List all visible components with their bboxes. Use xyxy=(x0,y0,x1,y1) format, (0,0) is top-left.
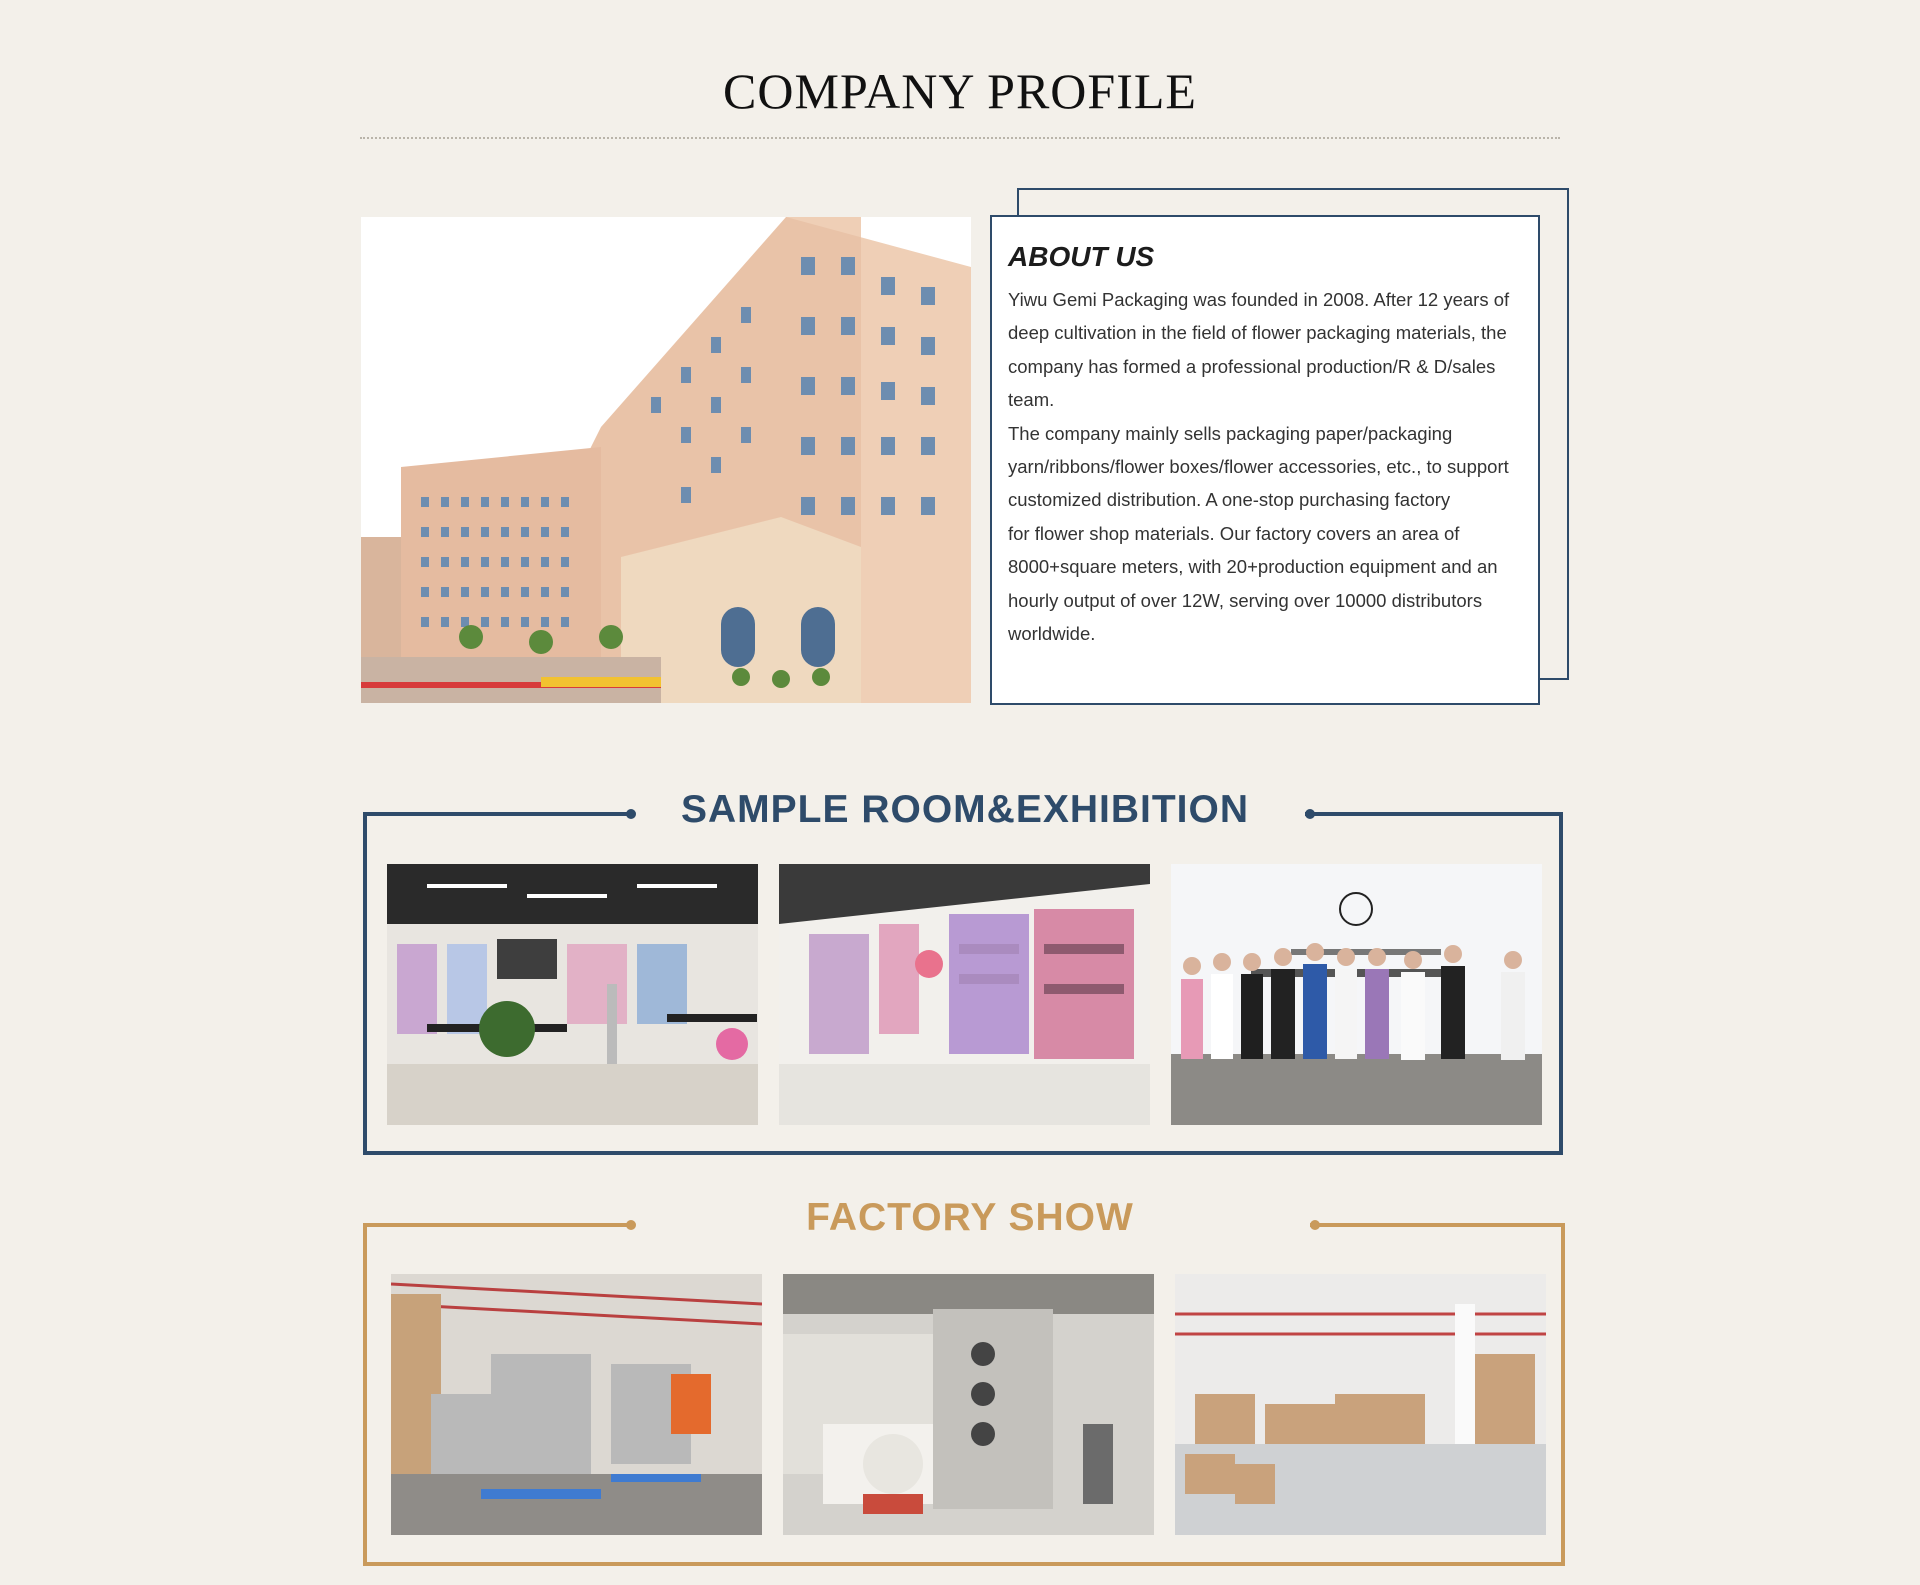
sample-room-photo-2 xyxy=(779,864,1150,1125)
page-title: COMPANY PROFILE xyxy=(723,63,1197,119)
sample-room-dot-left xyxy=(626,809,636,819)
sample-room-frame-top-left xyxy=(363,812,631,816)
about-us-text: Yiwu Gemi Packaging was founded in 2008. After 12 years of deep cultivation in the field of flower packaging materials, the company has formed a professional production/R & D/sales team. The company mainly sells packaging paper/packaging yarn/ribbons/flower boxes/flower accessories, etc., to support customized distribution. A one-stop purchasing factory for flower shop materials. Our factory covers an area of 8000+square meters, with 20+production equipment and an hourly output of over 12W, serving over 10000 distributors worldwide. xyxy=(1008,289,1510,645)
about-us-title: ABOUT US xyxy=(1008,241,1155,272)
factory-frame-top-left xyxy=(363,1223,631,1227)
about-us-card xyxy=(990,215,1540,705)
factory-show-title: FACTORY SHOW xyxy=(806,1196,1134,1239)
sample-room-team-photo xyxy=(1171,864,1542,1125)
factory-printing-machine-photo xyxy=(783,1274,1154,1535)
factory-boxes-photo xyxy=(1175,1274,1546,1535)
factory-frame-top-right xyxy=(1310,1223,1565,1227)
dotted-divider xyxy=(360,137,1560,139)
sample-room-title: SAMPLE ROOM&EXHIBITION xyxy=(680,788,1250,831)
factory-dot-left xyxy=(626,1220,636,1230)
company-building-photo xyxy=(361,217,971,703)
factory-dot-right xyxy=(1310,1220,1320,1230)
sample-room-photo-1 xyxy=(387,864,758,1125)
sample-room-frame-top-right xyxy=(1305,812,1563,816)
factory-warehouse-photo xyxy=(391,1274,762,1535)
sample-room-dot-right xyxy=(1305,809,1315,819)
